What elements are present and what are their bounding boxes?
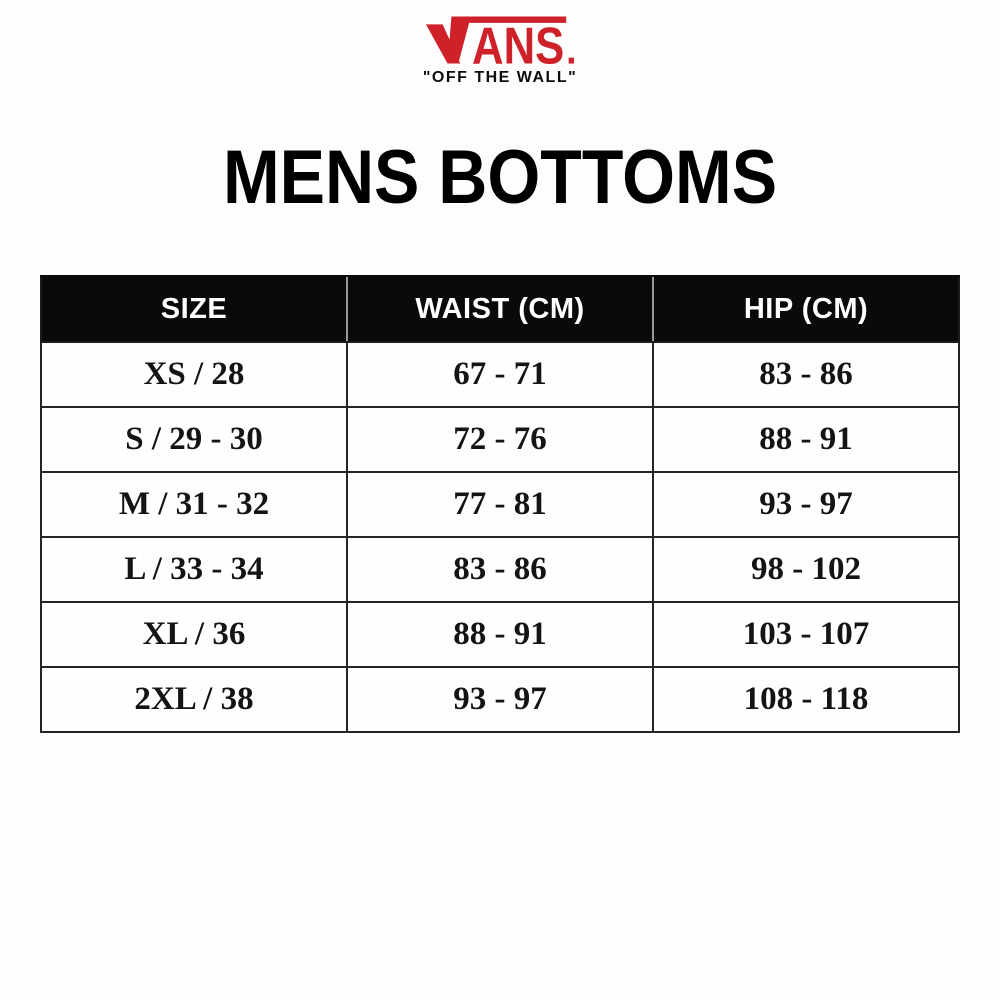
table-cell-size: S / 29 - 30 bbox=[41, 407, 347, 472]
table-row bbox=[41, 667, 959, 732]
trademark-dot-icon bbox=[569, 58, 574, 64]
vans-logo-letters: ANS bbox=[472, 17, 565, 66]
table-row bbox=[41, 407, 959, 472]
table-row bbox=[41, 472, 959, 537]
table-cell-waist: 77 - 81 bbox=[347, 472, 653, 537]
page-title-text: MENS BOTTOMS bbox=[222, 134, 778, 220]
vans-logo-icon bbox=[424, 16, 576, 66]
brand-header bbox=[0, 0, 1000, 87]
table-cell-hip: 98 - 102 bbox=[653, 537, 959, 602]
table-cell-size: L / 33 - 34 bbox=[41, 537, 347, 602]
table-header-row bbox=[41, 276, 959, 342]
table-cell-hip: 88 - 91 bbox=[653, 407, 959, 472]
table-cell-hip: 108 - 118 bbox=[653, 667, 959, 732]
table-cell-size: M / 31 - 32 bbox=[41, 472, 347, 537]
column-header-waist: WAIST (CM) bbox=[347, 276, 653, 342]
table-cell-hip: 93 - 97 bbox=[653, 472, 959, 537]
column-header-hip: HIP (CM) bbox=[653, 276, 959, 342]
table-cell-size: XS / 28 bbox=[41, 342, 347, 407]
table-cell-hip: 103 - 107 bbox=[653, 602, 959, 667]
table-cell-size: XL / 36 bbox=[41, 602, 347, 667]
table-cell-waist: 88 - 91 bbox=[347, 602, 653, 667]
table-row bbox=[41, 342, 959, 407]
size-chart-table bbox=[40, 275, 960, 733]
table-cell-size: 2XL / 38 bbox=[41, 667, 347, 732]
table-cell-hip: 83 - 86 bbox=[653, 342, 959, 407]
table-cell-waist: 67 - 71 bbox=[347, 342, 653, 407]
table-row bbox=[41, 537, 959, 602]
table-row bbox=[41, 602, 959, 667]
column-header-size: SIZE bbox=[41, 276, 347, 342]
page-title bbox=[0, 134, 1000, 220]
brand-tagline: "OFF THE WALL" bbox=[422, 69, 578, 86]
table-cell-waist: 83 - 86 bbox=[347, 537, 653, 602]
table-cell-waist: 72 - 76 bbox=[347, 407, 653, 472]
table-cell-waist: 93 - 97 bbox=[347, 667, 653, 732]
